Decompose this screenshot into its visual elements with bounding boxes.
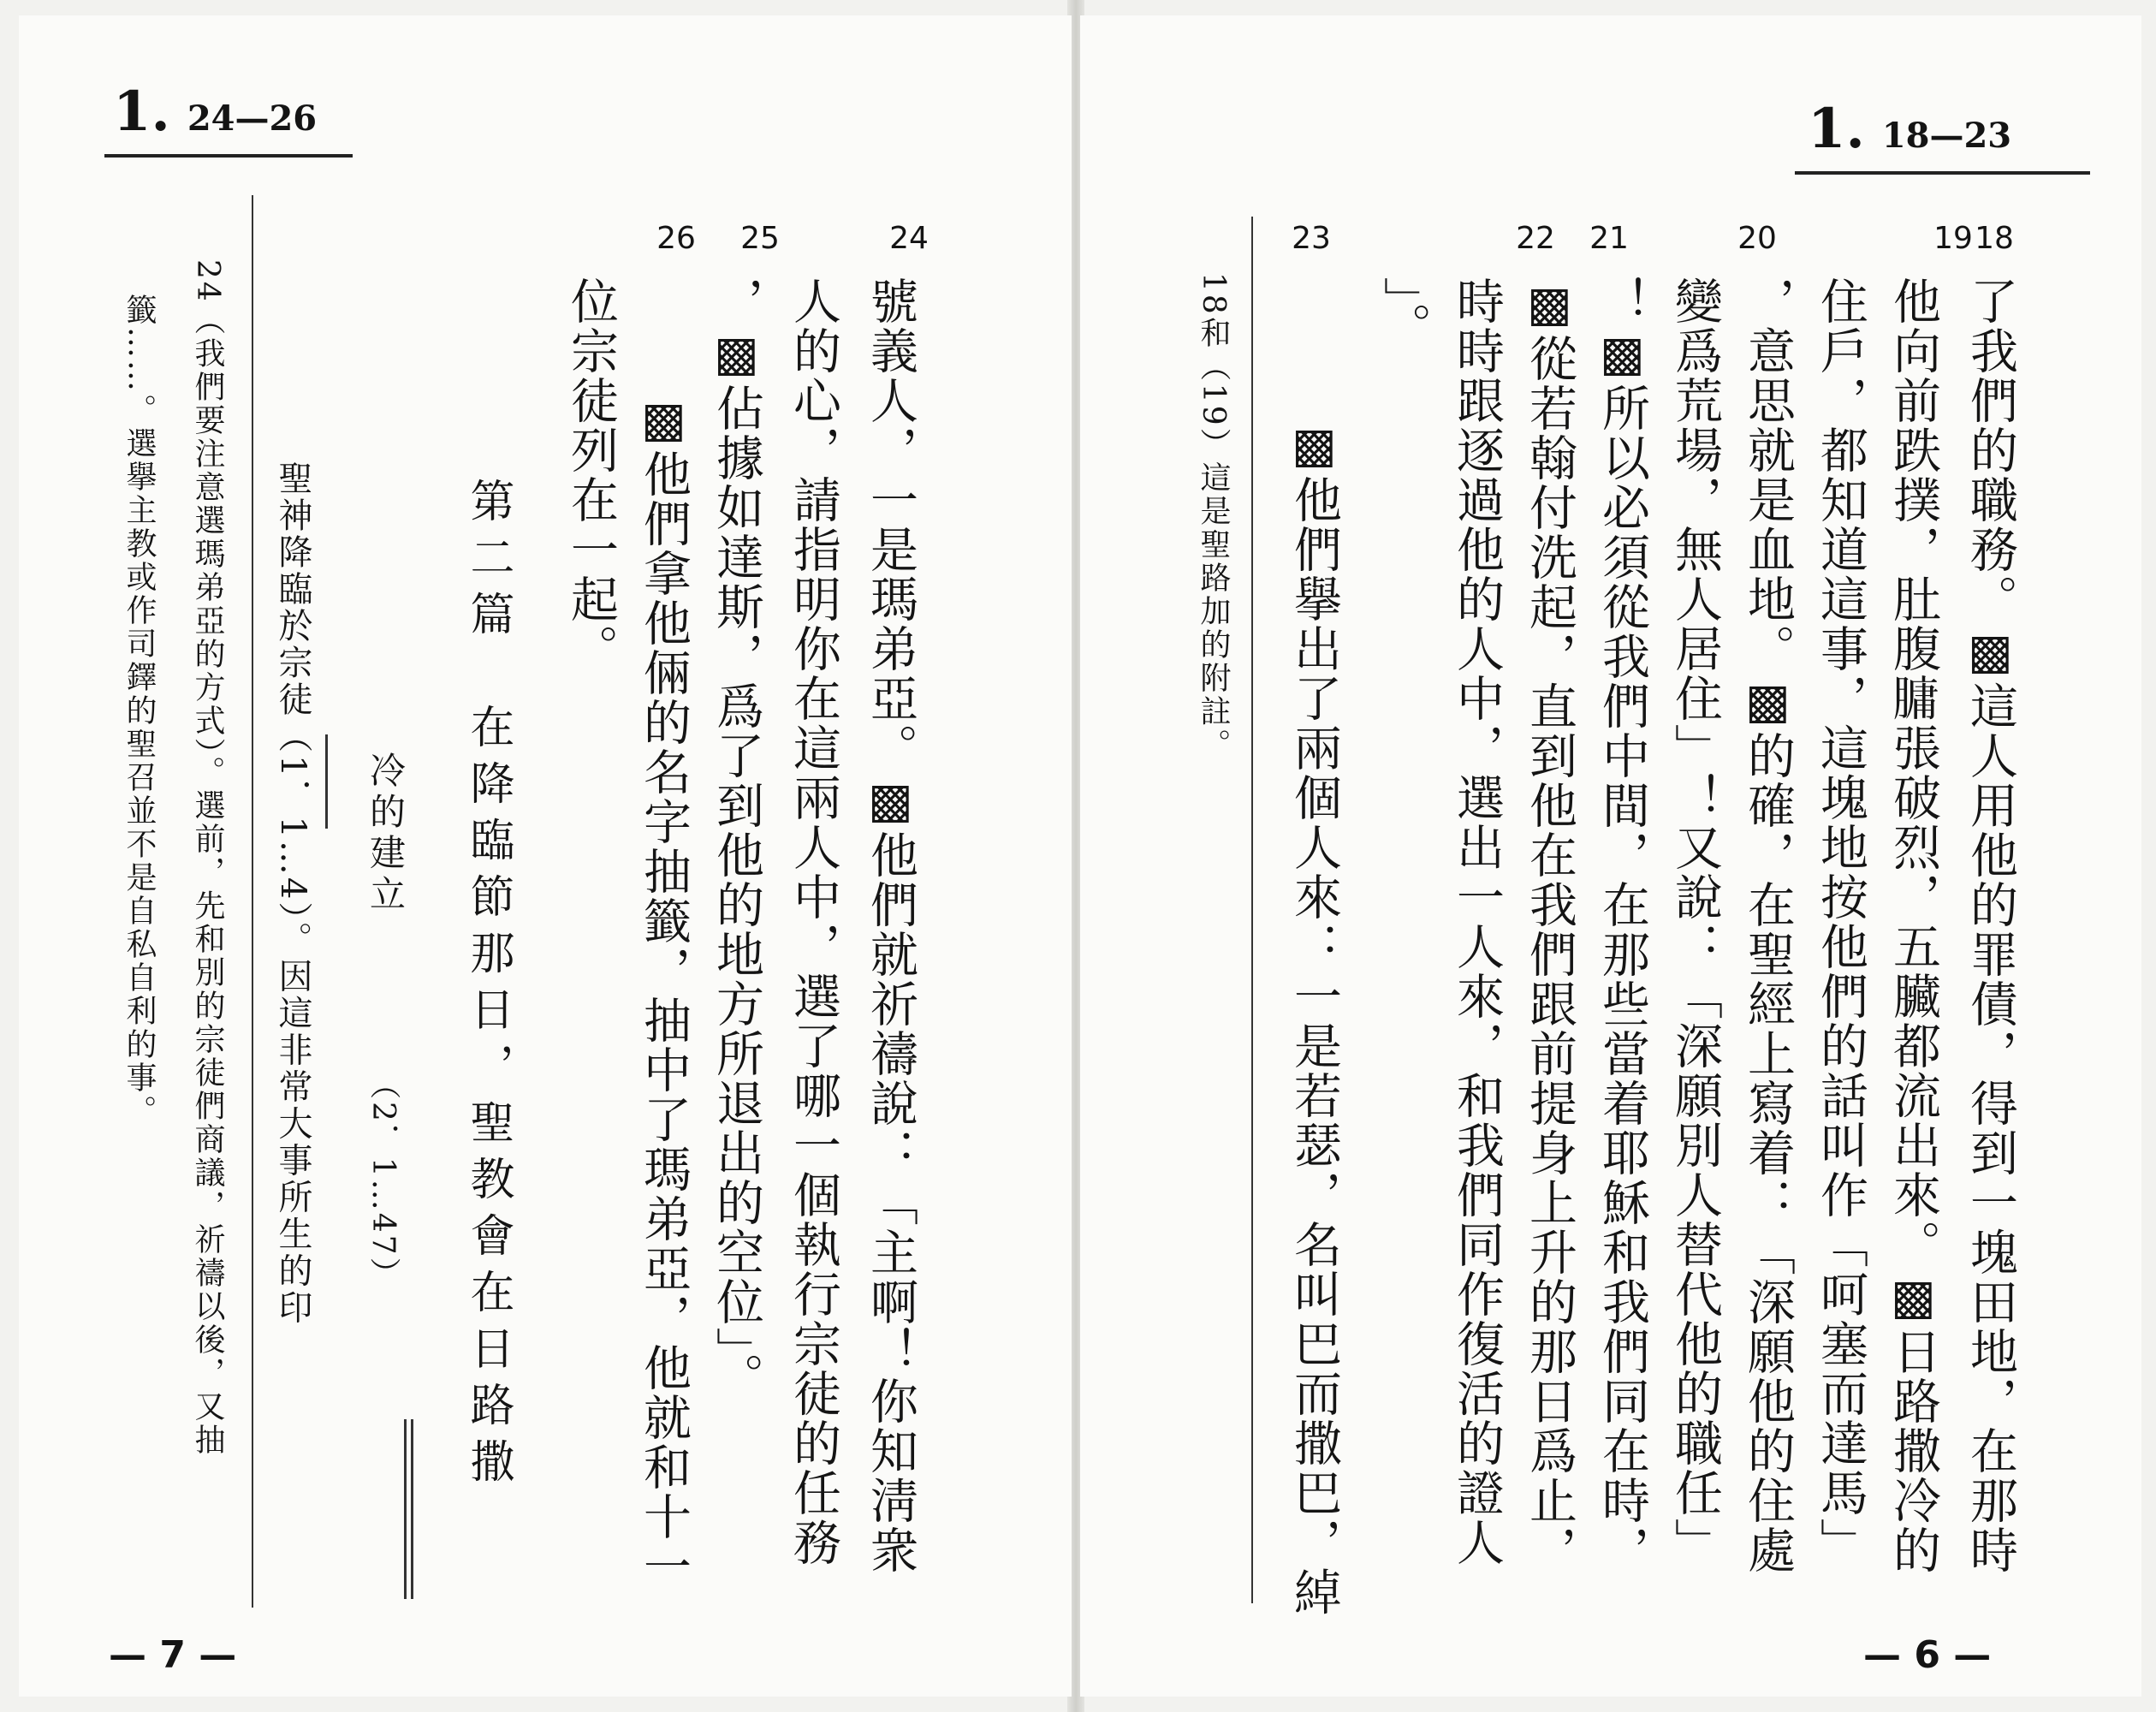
section-ref: （2．1…47） [365, 1068, 401, 1291]
text-column: ▩他們拿他倆的名字抽籤，抽中了瑪弟亞，他就和十一 [636, 392, 692, 1591]
section-heading: 第二篇 在降臨節那日，聖教會在日路撒 [462, 478, 514, 1495]
right-page-header [1808, 97, 2011, 161]
text-column: 住戶，都知道這事，這塊地按他們的話叫作「呵塞而達馬」 [1813, 276, 1868, 1567]
left-page [19, 15, 1072, 1697]
text-column: 」。 [1376, 276, 1432, 352]
header-rule [1795, 171, 2090, 175]
header-range: 24—26 [187, 98, 318, 139]
note: 籤……。選擧主教或作司鐸的聖召並不是自私自利的事。 [122, 294, 157, 1128]
header-rule [104, 154, 353, 158]
text-column: ▩他們擧出了兩個人來：一是若瑟，名叫巴而撒巴，綽 [1286, 418, 1342, 1617]
text-column: ，意思就是血地。▩的確，在聖經上寫着：「深願他的住處 [1740, 276, 1796, 1575]
verse-number: 24 [889, 221, 929, 256]
right-page [1080, 15, 2141, 1697]
notes-divider [252, 195, 253, 1608]
header-book: 1. [113, 80, 170, 144]
note: 18和（19）這是聖路加的附註。 [1196, 272, 1231, 762]
header-range: 18—23 [1881, 116, 2012, 156]
text-column: 了我們的職務。▩這人用他的罪債，得到一塊田地，在那時 [1963, 276, 2018, 1575]
verse-number: 23 [1292, 221, 1331, 256]
verse-number: 21 [1589, 221, 1629, 256]
text-column: 號義人，一是瑪弟亞。▩他們就祈禱說：「主啊！你知淸衆 [863, 276, 918, 1575]
text-column: 位宗徒列在一起。 [563, 276, 619, 674]
text-column: 變爲荒場，無人居住」！又說：「深願別人替代他的職任」 [1667, 276, 1723, 1567]
section-heading-cont: 冷的建立 [365, 752, 407, 916]
text-column: ▩從若翰付洗起，直到他在我們跟前提身上升的那日爲止， [1522, 276, 1577, 1575]
subtitle: 聖神降臨於宗徒（1．1…4）。因這非常大事所生的印 [273, 461, 312, 1327]
text-column: 他向前跌撲，肚腹𦟛張破烈，五臟都流出來。▩日路撒冷的 [1886, 276, 1941, 1575]
heading-rule [411, 1419, 413, 1599]
verse-number: 19 [1933, 221, 1973, 256]
subtitle-rule [325, 734, 328, 829]
text-column: 人的心，請指明你在這兩人中，選了哪一個執行宗徒的任務 [786, 276, 841, 1567]
verse-number: 25 [740, 221, 780, 256]
heading-rule [404, 1419, 407, 1599]
text-column: ！▩所以必須從我們中間，在那些當着耶穌和我們同在時， [1595, 276, 1650, 1575]
verse-number: 20 [1737, 221, 1777, 256]
left-page-header [113, 80, 317, 144]
notes-divider [1251, 217, 1253, 1603]
page-number: — 7 — [109, 1633, 237, 1677]
verse-number: 26 [656, 221, 696, 256]
header-book: 1. [1808, 97, 1865, 161]
text-column: ，▩佔據如達斯，爲了到他的地方所退出的空位」。 [709, 276, 764, 1402]
text-column: 時時跟逐過他的人中，選出一人來，和我們同作復活的證人 [1449, 276, 1505, 1567]
page-number: — 6 — [1863, 1633, 1992, 1677]
note: 24（我們要注意選瑪弟亞的方式）。選前，先和別的宗徒們商議，祈禱以後，又抽 [190, 259, 225, 1457]
verse-number: 22 [1516, 221, 1555, 256]
verse-number: 18 [1975, 221, 2014, 256]
